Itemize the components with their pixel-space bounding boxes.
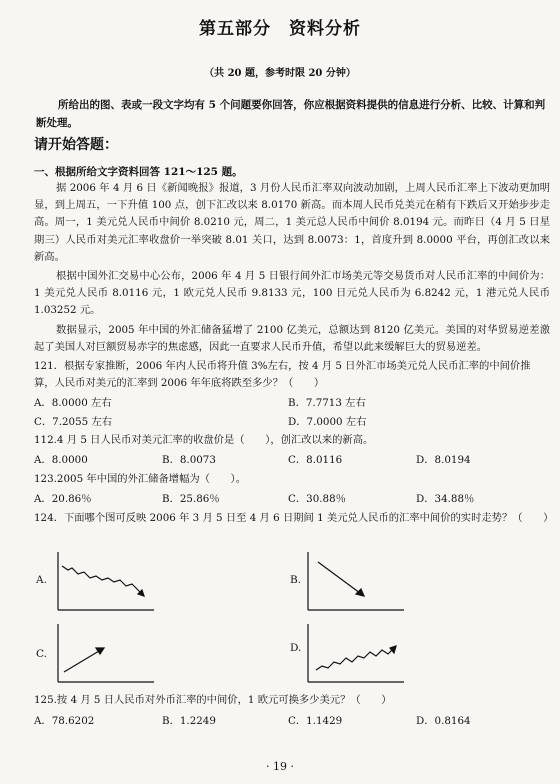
chart-c[interactable] [56, 622, 156, 684]
chart-d-trend-line [316, 648, 394, 670]
question-123-options [34, 490, 550, 506]
question-121-options-row1 [34, 394, 550, 410]
chart-a[interactable] [56, 550, 156, 612]
chart-a-label[interactable]: A. [36, 574, 47, 586]
option-c[interactable]: C．8.0116 [288, 454, 343, 466]
section-subtitle: （共 20 题，参考时限 20 分钟） [204, 68, 356, 79]
question-122-options [34, 451, 550, 467]
chart-c-label[interactable]: C. [36, 648, 47, 660]
question-122: 112.4 月 5 日人民币对美元汇率的收盘价是（ ），创汇改以来的新高。 [34, 434, 374, 446]
chart-b-arrowhead [356, 589, 364, 596]
option-a[interactable]: A．8.0000 左右 [34, 397, 112, 409]
start-heading: 请开始答题： [34, 137, 118, 153]
question-125-options [34, 712, 550, 728]
option-b[interactable]: B．8.0073 [162, 454, 216, 466]
option-d[interactable]: D．8.0194 [416, 454, 471, 466]
chart-b-trend-line [318, 562, 364, 596]
chart-a-trend-line [62, 566, 144, 596]
passage-3: 数据显示，2005 年中国的外汇储备猛增了 2100 亿美元，总额达到 8120 亿美元。美国的对华贸易逆差激起了美国人对巨额贸易赤字的焦虑感，因此一直要求人民币升值，希望以此来缓解巨大的贸易逆差。 [34, 324, 550, 354]
option-b[interactable]: B．25.86％ [162, 493, 220, 505]
chart-b-label[interactable]: B. [290, 574, 302, 586]
option-a[interactable]: A．78.6202 [34, 715, 95, 727]
page-number: · 19 · [266, 760, 294, 773]
option-c[interactable]: C．30.88％ [288, 493, 346, 505]
question-121-options-row2 [34, 413, 550, 429]
question-124: 124．下面哪个图可反映 2006 年 3 月 5 日至 4 月 6 日期间 1 美元兑人民币的汇率中间价的实时走势？（ ） [34, 512, 554, 524]
option-c[interactable]: C．7.2055 左右 [34, 416, 113, 428]
section-title: 第五部分 资料分析 [199, 19, 361, 39]
chart-d[interactable] [306, 622, 406, 684]
question-123: 123.2005 年中国的外汇储备增幅为（ ）。 [34, 473, 247, 485]
question-125: 125.按 4 月 5 日人民币对外币汇率的中间价，1 欧元可换多少美元？（ ） [34, 694, 392, 706]
chart-b[interactable] [306, 550, 406, 612]
chart-d-label[interactable]: D. [290, 642, 302, 654]
option-d[interactable]: D．34.88％ [416, 493, 475, 505]
option-c[interactable]: C．1.1429 [288, 715, 343, 727]
chart-d-arrowhead [390, 646, 396, 653]
chart-c-arrowhead [96, 648, 104, 654]
instructions: 所给出的图、表或一段文字均有 5 个问题要你回答，你应根据资料提供的信息进行分析、比较、计算和判断处理。 [36, 99, 546, 129]
option-a[interactable]: A．20.86％ [34, 493, 92, 505]
option-d[interactable]: D．0.8164 [416, 715, 471, 727]
option-b[interactable]: B．1.2249 [162, 715, 216, 727]
option-b[interactable]: B．7.7713 左右 [288, 397, 366, 409]
option-a[interactable]: A．8.0000 [34, 454, 88, 466]
passage-2: 根据中国外汇交易中心公布，2006 年 4 月 5 日银行间外汇市场美元等交易货币对人民币汇率的中间价为：1 美元兑人民币 8.0116 元，1 欧元兑人民币 9.8133 元，100 日元兑人民币为 6.8242 元，1 港元兑人民币 1.03252 元。 [34, 270, 550, 317]
question-group-heading: 一、根据所给文字资料回答 121～125 题。 [34, 166, 243, 178]
passage-1: 据 2006 年 4 月 6 日《新闻晚报》报道，3 月份人民币汇率双向波动加剧，上周人民币汇率上下波动更加明显，到上周五，一下升值 100 点，创下汇改以来 8.0170 新高。而本周人民币兑美元在稍有下跌后又开始步步走高。周一，1 美元兑人民币中间价 8.0210 元，周二，1 美元总人民币中间价 8.0194 元。而昨日（4 月 5 日星期三）人民币对美元汇率收盘价一举突破 8.01 关口，达到 8.0073：1，首度升到 8.0000 平台，再创汇改以来新高。 [34, 182, 550, 263]
option-d[interactable]: D．7.0000 左右 [288, 416, 367, 428]
question-121: 121．根据专家推断，2006 年内人民币将升值 3%左右，按 4 月 5 日外汇市场美元兑人民币汇率的中间价推算，人民币对美元的汇率到 2006 年年底将跌至多少？（ ） [34, 360, 531, 389]
